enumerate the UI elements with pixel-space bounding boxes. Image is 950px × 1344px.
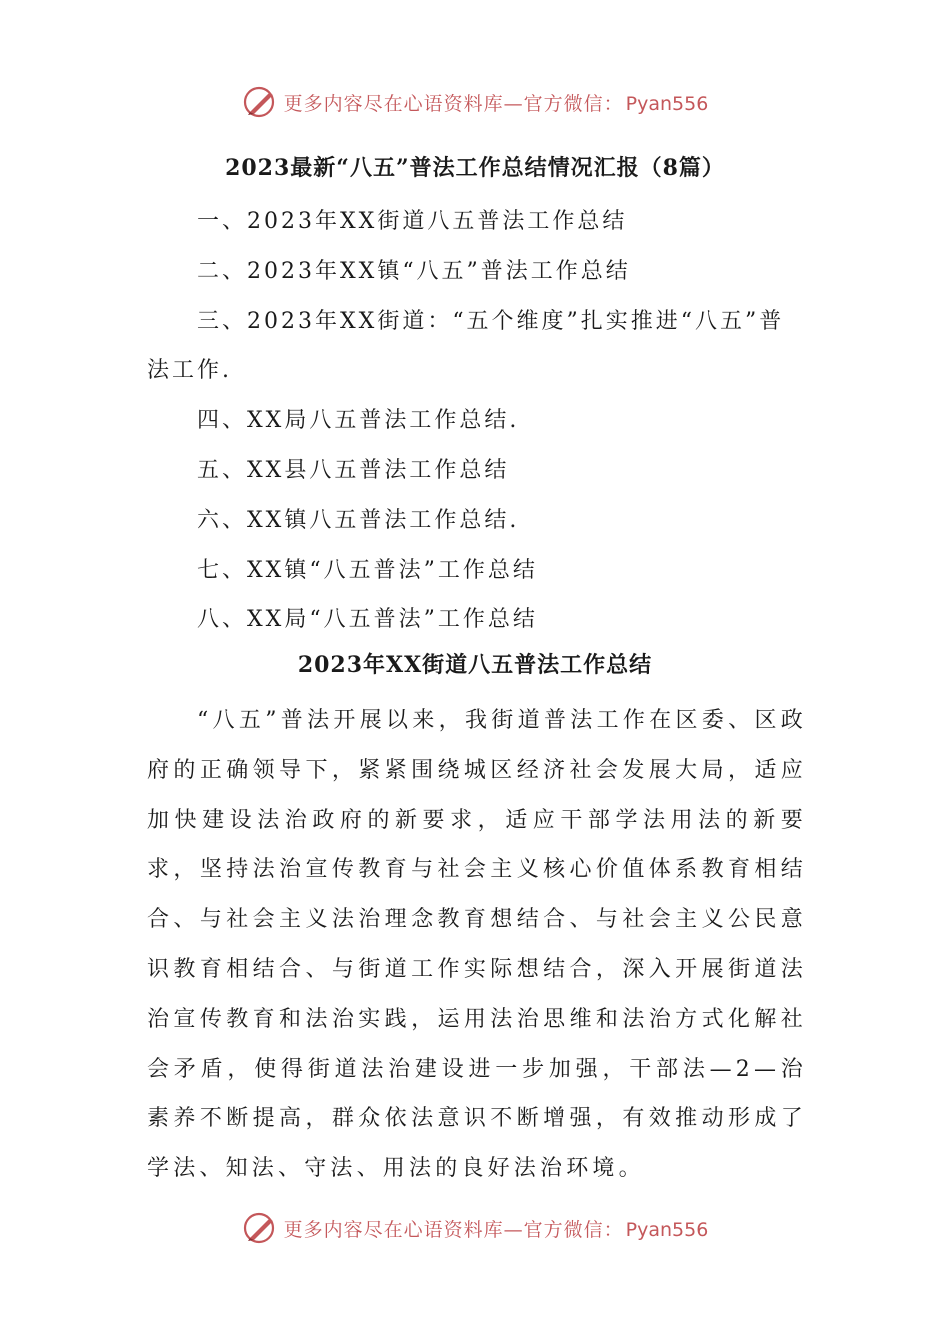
toc-item: 六、XX镇八五普法工作总结. [197, 507, 520, 533]
section-title: 2023年XX街道八五普法工作总结 [297, 652, 653, 678]
pen-logo-icon [242, 84, 278, 120]
table-of-contents [147, 197, 807, 645]
watermark-text: 更多内容尽在心语资料库—官方微信： Pyan556 [283, 1218, 709, 1241]
toc-item: 八、XX局“八五普法”工作总结 [197, 607, 538, 633]
toc-item: 四、XX局八五普法工作总结. [197, 408, 520, 434]
watermark-text: 更多内容尽在心语资料库—官方微信： Pyan556 [283, 92, 709, 115]
header-watermark [0, 82, 950, 122]
toc-item: 三、2023年XX街道：“五个维度”扎实推进“八五”普法工作. [147, 308, 785, 384]
toc-item: 五、XX县八五普法工作总结 [197, 457, 510, 483]
toc-item: 七、XX镇“八五普法”工作总结 [197, 557, 538, 583]
document-title: 2023最新“八五”普法工作总结情况汇报（8篇） [225, 155, 725, 181]
pen-logo-icon [242, 1210, 278, 1246]
toc-item: 二、2023年XX镇“八五”普法工作总结 [197, 258, 631, 284]
toc-item: 一、2023年XX街道八五普法工作总结 [197, 209, 628, 234]
body-paragraph: “八五”普法开展以来，我街道普法工作在区委、区政府的正确领导下，紧紧围绕城区经济社会发展大局，适应加快建设法治政府的新要求，适应干部学法用法的新要求，坚持法治宣传教育与社会主义核心价值体系教育相结合、与社会主义法治理念教育想结合、与社会主义公民意识教育相结合、与街道工作实际想结合，深入开展街道法治宣传教育和法治实践，运用法治思维和法治方式化解社会矛盾，使得街道法治建设进一步加强，干部法—2—治素养不断提高，群众依法意识不断增强，有效推动形成了学法、知法、守法、用法的良好法治环境。 [147, 708, 807, 1182]
footer-watermark [0, 1208, 950, 1248]
